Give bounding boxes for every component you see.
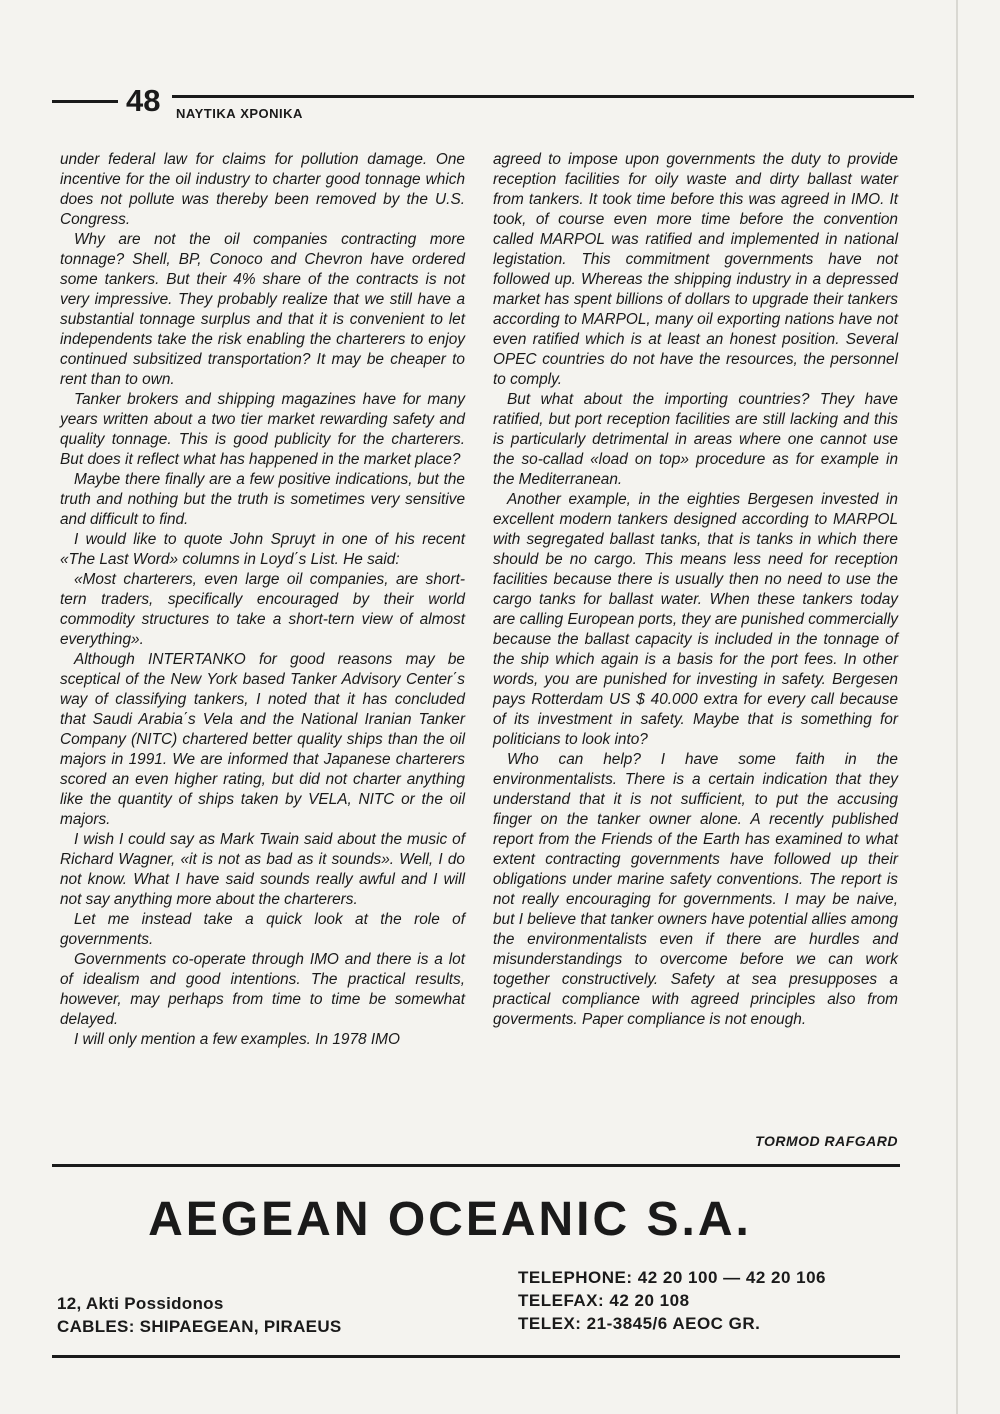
paragraph: Tanker brokers and shipping magazines have for many years written about a two tier market rewarding safety and quality tonnage. This is good publicity for the charterers. But does it reflect what has happened in the market place? (60, 391, 465, 468)
ad-address-block (57, 1292, 342, 1338)
paragraph: agreed to impose upon governments the duty to provide reception facilities for oily waste and dirty ballast water from tankers. It took time before this was agreed in IMO. It took, of course even more time before the convention called MARPOL was ratified and implemented in national legistation. This commitment governments have not followed up. Whereas the shipping industry in a depressed market has spent billions of dollars to upgrade their tankers according to MARPOL, many oil exporting nations have not even ratified which is at least an honest position. Several OPEC countries do not have the resources, the personnel to comply. (493, 151, 898, 388)
paragraph: I wish I could say as Mark Twain said about the music of Richard Wagner, «it is not as bad as it sounds». Well, I do not know. What I have said sounds really awful and I will not say anything more about the charterers. (60, 831, 465, 908)
paragraph: Governments co-operate through IMO and there is a lot of idealism and good intentions. The practical results, however, may perhaps from time to time be somewhat delayed. (60, 951, 465, 1028)
article-left-column (60, 150, 465, 1050)
quote-paragraph: «Most charterers, even large oil companies, are short-tern traders, specifically encouraged by their world commodity structures to take a short-tern view of almost everything». (60, 571, 465, 648)
paragraph: Let me instead take a quick look at the role of governments. (60, 911, 465, 948)
paragraph: I will only mention a few examples. In 1978 IMO (74, 1031, 400, 1048)
paragraph: Maybe there finally are a few positive indications, but the truth and nothing but the truth is sometimes very sensitive and difficult to find. (60, 471, 465, 528)
ad-telefax: TELEFAX: 42 20 108 (518, 1291, 690, 1310)
page-edge (956, 0, 958, 1414)
paragraph: Why are not the oil companies contracting more tonnage? Shell, BP, Conoco and Chevron have ordered some tankers. But their 4% share of the contracts is not very impressive. They probably realize that we still have a substantial tonnage surplus and that it is convenient to let independents take the risk enabling the charterers to enjoy continued subsitized transportation? It may be cheaper to rent than to own. (60, 231, 465, 388)
paragraph: under federal law for claims for pollution damage. One incentive for the oil industry to charter good tonnage which does not pollute was thereby been removed by the U.S. Congress. (60, 151, 465, 228)
ad-rule-top (52, 1164, 900, 1167)
paragraph: Although INTERTANKO for good reasons may be sceptical of the New York based Tanker Advisory Center΄s way of classifying tankers, I noted that it has concluded that Saudi Arabia΄s Vela and the National Iranian Tanker Company (NITC) chartered better quality ships than the oil majors in 1991. We are informed that Japanese charterers scored an even higher rating, but did not charter anything like the quantity of ships taken by VELA, NITC or the oil majors. (60, 651, 465, 828)
article-author: TORMOD RAFGARD (755, 1133, 898, 1149)
page-number: 48 (126, 83, 161, 118)
article-right-column (493, 150, 898, 1030)
paragraph: I would like to quote John Spruyt in one of his recent «The Last Word» columns in Loyd΄s List. He said: (60, 531, 465, 568)
ad-rule-bottom (52, 1355, 900, 1358)
paragraph: Who can help? I have some faith in the environmentalists. There is a certain indication that they understand that it is not sufficient, to put the accusing finger on the tanker owner alone. A recently published report from the Friends of the Earth has examined to what extent contracting governments have followed up their obligations under marine safety conventions. The report is not really encouraging for governments. I may be naive, but I believe that tanker owners have potential allies among the environmentalists even if there are hurdles and misunderstandings to overcome before we can work together constructively. Safety at sea presupposes a practical compliance with agreed principles also from goverments. Paper compliance is not enough. (493, 751, 898, 1028)
ad-address: 12, Akti Possidonos (57, 1294, 224, 1313)
paragraph: But what about the importing countries? They have ratified, but port reception facilities are still lacking and this is particularly detrimental in areas where one cannot use the so-callad «load on top» procedure as for example in the Mediterranean. (493, 391, 898, 488)
ad-telex: TELEX: 21-3845/6 AEOC GR. (518, 1314, 761, 1333)
header-rule-right (172, 95, 914, 98)
paragraph: Another example, in the eighties Bergesen invested in excellent modern tankers designed according to MARPOL with segregated ballast tanks, that is tanks in which there should be no cargo. This means less need for reception facilities because there is usually then no need to use the cargo tanks for ballast water. When these tankers today are calling European ports, they are punished commercially because the ballast capacity is included in the tonnage of the ship which again is a basis for the port fees. In other words, you are punished for investing in safety. Bergesen pays Rotterdam US $ 40.000 extra for every call because of its investment in safety. Maybe that is something for politicians to look into? (493, 491, 898, 748)
running-title: ΝΑΥΤΙΚΑ ΧΡΟΝΙΚΑ (176, 106, 303, 121)
header-rule-left (52, 100, 118, 103)
ad-contact-block (518, 1266, 826, 1335)
ad-telephone: TELEPHONE: 42 20 100 — 42 20 106 (518, 1268, 826, 1287)
ad-cables: CABLES: SHIPAEGEAN, PIRAEUS (57, 1317, 342, 1336)
ad-company-name: AEGEAN OCEANIC S.A. (148, 1193, 752, 1246)
